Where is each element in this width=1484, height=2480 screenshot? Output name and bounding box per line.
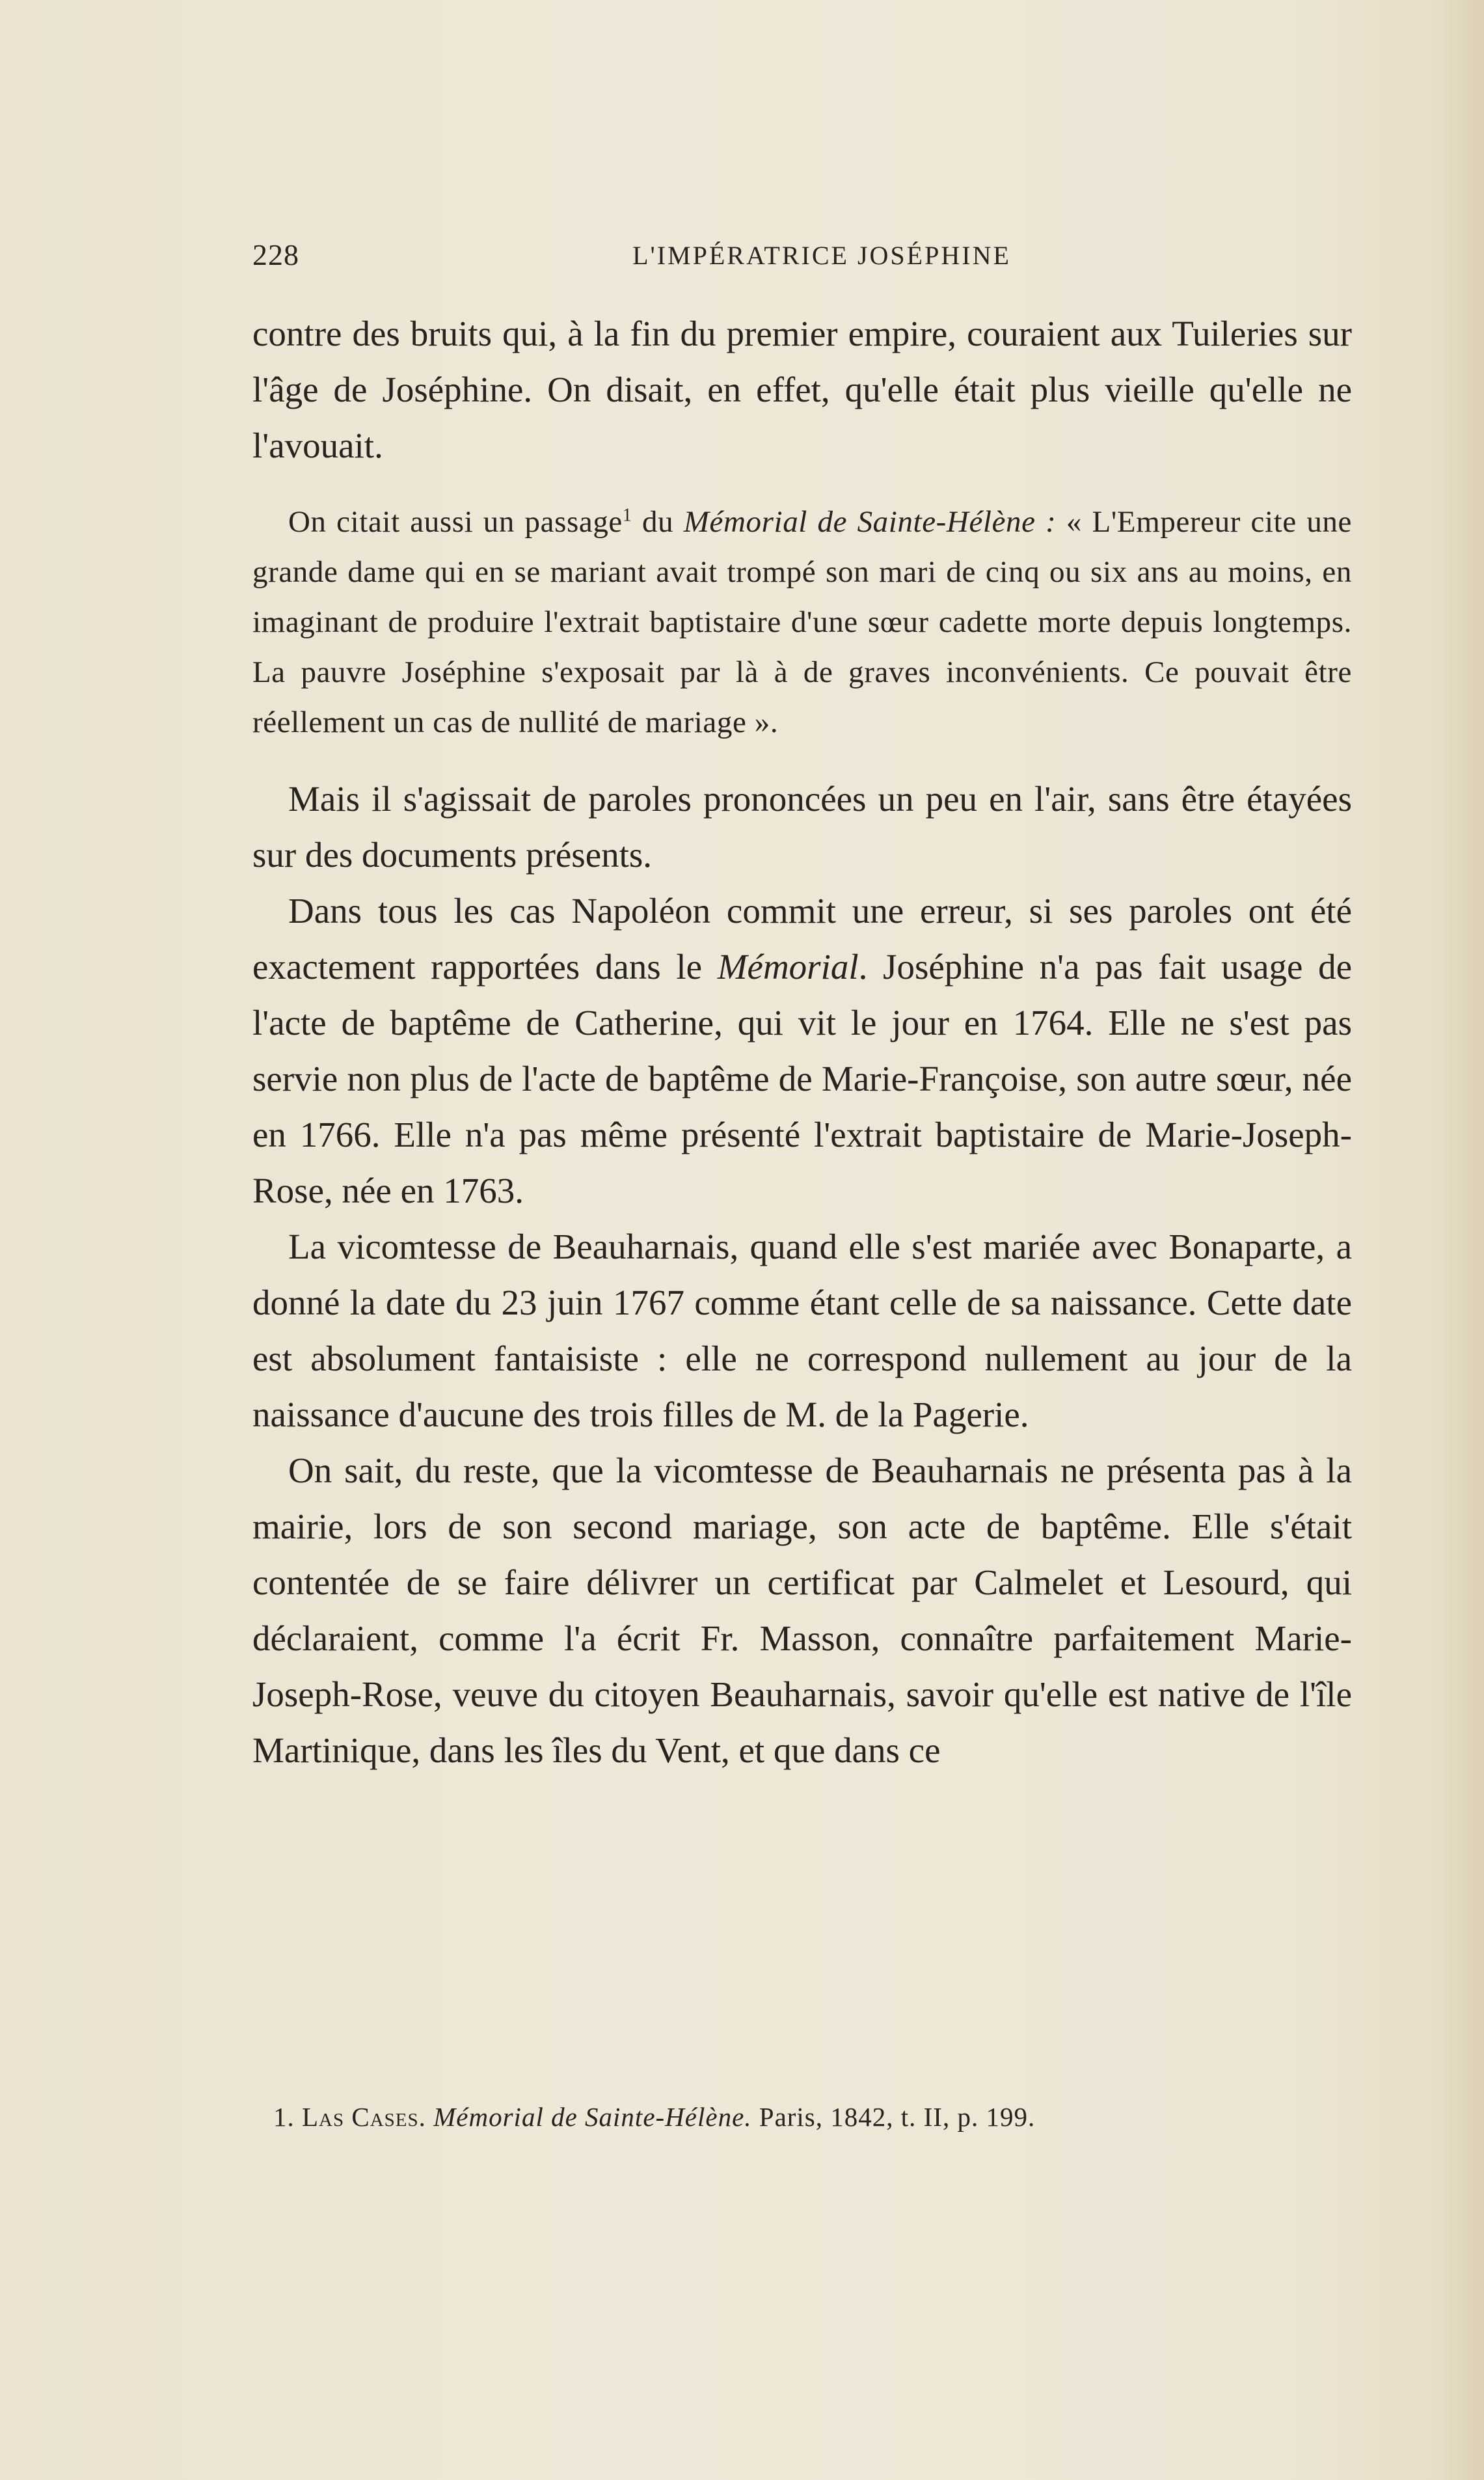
paragraph-2-du: du — [632, 505, 684, 539]
memorial-title: Mémorial de Sainte-Hélène : — [683, 505, 1057, 539]
paragraph-1: contre des bruits qui, à la fin du premier empire, couraient aux Tuileries sur l'âge de Joséphine. On disait, en effet, qu'elle était plus vieille qu'elle ne l'avouait. — [252, 314, 1352, 465]
paragraph-2-quote-text: « L'Empereur cite une grande dame qui en se mariant avait trompé son mari de cinq ou six ans au moins, en imaginant de produire l'extrait baptistaire d'une sœur cadette morte depuis longtemps. La pauvre Joséphine s'exposait par là à de graves inconvénients. Ce pouvait être réellement un cas de nullité de mariage ». — [252, 505, 1352, 739]
paragraph-2-intro: On citait aussi un passage — [288, 505, 623, 539]
footnote-details: Paris, 1842, t. II, p. 199. — [759, 2102, 1036, 2132]
paragraph-4-end: . Joséphine n'a pas fait usage de l'acte de baptême de Catherine, qui vit le jour en 1764. Elle ne s'est pas servie non plus de l'acte de baptême de Marie-Françoise, son autre sœur, née en 1766. Elle n'a pas même présenté l'extrait baptistaire de Marie-Joseph-Rose, née en 1763. — [252, 947, 1352, 1210]
page-number: 228 — [252, 238, 299, 271]
footnote-number: 1. — [273, 2102, 295, 2132]
footnote-author: Las Cases. — [302, 2102, 426, 2132]
paragraph-4-start: Dans tous les cas Napoléon commit une erreur, si ses paroles ont été exactement rapportées dans le — [252, 891, 1352, 987]
paragraph-4 — [252, 883, 1352, 1219]
running-title: L'IMPÉRATRICE JOSÉPHINE — [632, 241, 1011, 270]
memorial-title-short: Mémorial — [717, 947, 859, 987]
footnote-title: Mémorial de Sainte-Hélène. — [433, 2102, 752, 2132]
paragraph-2-quote — [252, 497, 1352, 748]
page-header — [252, 238, 1352, 283]
paragraph-3: Mais il s'agissait de paroles prononcées un peu en l'air, sans être étayées sur des documents présents. — [252, 779, 1352, 875]
paragraph-5: La vicomtesse de Beauharnais, quand elle s'est mariée avec Bonaparte, a donné la date du 23 juin 1767 comme étant celle de sa naissance. Cette date est absolument fantaisiste : elle ne correspond nullement au jour de la naissance d'aucune des trois filles de M. de la Pagerie. — [252, 1227, 1352, 1434]
footnote — [273, 2099, 1353, 2135]
body-text — [252, 306, 1352, 1778]
footnote-ref-1: 1 — [622, 505, 632, 526]
paragraph-6: On sait, du reste, que la vicomtesse de Beauharnais ne présenta pas à la mairie, lors de son second mariage, son acte de baptême. Elle s'était contentée de se faire délivrer un certificat par Calmelet et Lesourd, qui déclaraient, comme l'a écrit Fr. Masson, connaître parfaitement Marie-Joseph-Rose, veuve du citoyen Beauharnais, savoir qu'elle est native de l'île Martinique, dans les îles du Vent, et que dans ce — [252, 1451, 1352, 1770]
page-edge-shadow — [1438, 0, 1484, 2480]
